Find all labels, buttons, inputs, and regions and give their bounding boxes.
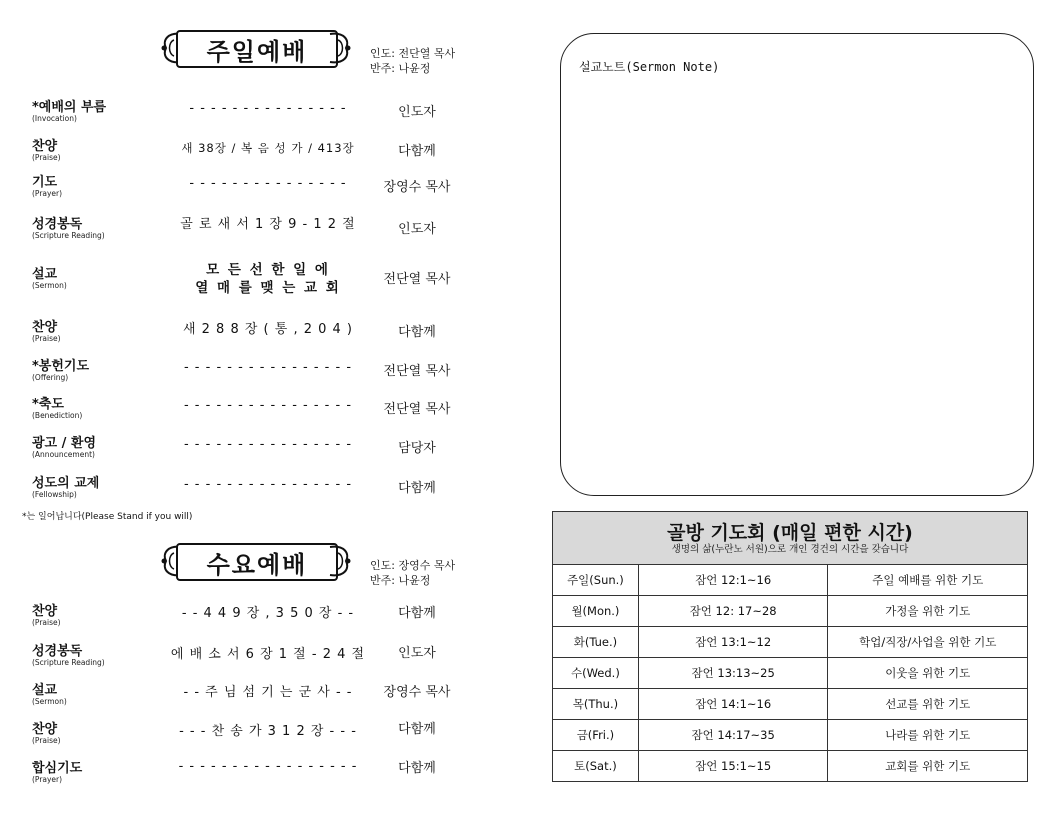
item-subtitle: (Praise) xyxy=(32,334,61,343)
item-title: 설교 xyxy=(32,683,58,698)
item-person: 전단열 목사 xyxy=(383,364,451,379)
item-detail: - - - - - - - - - - - - - - - xyxy=(189,176,347,191)
day-cell: 화(Tue.) xyxy=(553,627,639,658)
sunday-service-banner xyxy=(158,26,354,70)
table-row xyxy=(553,751,1028,782)
item-subtitle: (Praise) xyxy=(32,736,61,745)
list-item xyxy=(32,679,472,713)
item-subtitle: (Prayer) xyxy=(32,189,63,198)
table-row xyxy=(553,658,1028,689)
item-detail: - - - - - - - - - - - - - - - - xyxy=(183,360,353,375)
item-title: *봉헌기도 xyxy=(32,359,90,374)
table-row xyxy=(553,720,1028,751)
item-person: 다함께 xyxy=(398,481,436,496)
passage-cell: 잠언 12: 17~28 xyxy=(638,596,828,627)
table-row xyxy=(553,596,1028,627)
sermon-title-line1: 모 든 선 한 일 에 xyxy=(206,262,330,278)
day-cell: 수(Wed.) xyxy=(553,658,639,689)
list-item xyxy=(32,393,472,427)
item-detail: - - - - - - - - - - - - - - - - xyxy=(183,437,353,452)
item-person: 전단열 목사 xyxy=(383,272,451,287)
sermon-note-box[interactable] xyxy=(560,33,1034,496)
topic-cell: 학업/직장/사업을 위한 기도 xyxy=(828,627,1028,658)
table-row xyxy=(553,689,1028,720)
item-detail: 에 배 소 서 6 장 1 절 - 2 4 절 xyxy=(170,647,366,662)
item-subtitle: (Scripture Reading) xyxy=(32,231,105,240)
wednesday-service-banner xyxy=(158,539,354,583)
day-cell: 목(Thu.) xyxy=(553,689,639,720)
list-item xyxy=(32,432,472,466)
item-detail: - - 4 4 9 장 , 3 5 0 장 - - xyxy=(181,606,355,621)
table-row xyxy=(553,627,1028,658)
item-subtitle: (Fellowship) xyxy=(32,490,77,499)
wednesday-accompanist: 반주: 나윤정 xyxy=(370,574,431,587)
item-person: 담당자 xyxy=(398,441,436,456)
item-title: 성도의 교제 xyxy=(32,476,100,491)
item-title: 설교 xyxy=(32,267,58,282)
ornament-right-icon xyxy=(328,541,354,581)
day-cell: 금(Fri.) xyxy=(553,720,639,751)
topic-cell: 주일 예배를 위한 기도 xyxy=(828,565,1028,596)
passage-cell: 잠언 12:1~16 xyxy=(638,565,828,596)
topic-cell: 나라를 위한 기도 xyxy=(828,720,1028,751)
topic-cell: 가정을 위한 기도 xyxy=(828,596,1028,627)
topic-cell: 선교를 위한 기도 xyxy=(828,689,1028,720)
item-subtitle: (Sermon) xyxy=(32,697,67,706)
wednesday-leader: 인도: 장영수 목사 xyxy=(370,559,456,572)
prayer-meeting-title: 골방 기도회 (매일 편한 시간) xyxy=(667,522,913,544)
sermon-note-label: 설교노트(Sermon Note) xyxy=(579,60,720,74)
day-cell: 월(Mon.) xyxy=(553,596,639,627)
ornament-right-icon xyxy=(328,28,354,68)
list-item xyxy=(32,96,472,130)
item-title: *예배의 부름 xyxy=(32,100,107,115)
item-subtitle: (Invocation) xyxy=(32,114,77,123)
item-detail: - - - - - - - - - - - - - - - - xyxy=(183,477,353,492)
item-title: 찬양 xyxy=(32,604,58,619)
table-row xyxy=(553,565,1028,596)
item-detail: - - - - - - - - - - - - - - - - - xyxy=(178,759,358,774)
passage-cell: 잠언 14:17~35 xyxy=(638,720,828,751)
list-item xyxy=(32,316,472,350)
sunday-leader: 인도: 전단열 목사 xyxy=(370,47,456,60)
item-person: 전단열 목사 xyxy=(383,402,451,417)
item-detail: - - - - - - - - - - - - - - - - xyxy=(183,398,353,413)
item-title: 성경봉독 xyxy=(32,217,83,232)
item-title: 찬양 xyxy=(32,722,58,737)
prayer-meeting-subtitle: 생명의 삶(누란노 서원)으로 개인 경건의 시간을 갖습니다 xyxy=(671,544,909,555)
item-detail: - - - - - - - - - - - - - - - xyxy=(189,101,347,116)
item-detail: 골 로 새 서 1 장 9 - 1 2 절 xyxy=(180,217,356,232)
item-title: 찬양 xyxy=(32,139,58,154)
list-item xyxy=(32,600,472,634)
list-item xyxy=(32,263,472,297)
item-subtitle: (Benediction) xyxy=(32,411,83,420)
item-person: 장영수 목사 xyxy=(383,180,451,195)
item-subtitle: (Sermon) xyxy=(32,281,67,290)
item-detail: - - - 찬 송 가 3 1 2 장 - - - xyxy=(179,724,357,739)
day-cell: 토(Sat.) xyxy=(553,751,639,782)
table-header-row xyxy=(553,512,1028,565)
item-subtitle: (Offering) xyxy=(32,373,69,382)
passage-cell: 잠언 15:1~15 xyxy=(638,751,828,782)
item-detail: 새 38장 / 복 음 성 가 / 413장 xyxy=(181,141,355,155)
list-item xyxy=(32,757,472,791)
item-person: 인도자 xyxy=(398,105,436,120)
item-title: 합심기도 xyxy=(32,761,83,776)
item-person: 다함께 xyxy=(398,325,436,340)
item-detail: - - 주 님 섬 기 는 군 사 - - xyxy=(183,685,353,700)
list-item xyxy=(32,135,472,169)
item-title: 찬양 xyxy=(32,320,58,335)
topic-cell: 교회를 위한 기도 xyxy=(828,751,1028,782)
list-item xyxy=(32,640,472,674)
item-person: 인도자 xyxy=(398,222,436,237)
item-subtitle: (Praise) xyxy=(32,618,61,627)
item-subtitle: (Prayer) xyxy=(32,775,63,784)
item-person: 장영수 목사 xyxy=(383,685,451,700)
item-title: 기도 xyxy=(32,175,58,190)
item-title: 광고 / 환영 xyxy=(32,436,97,451)
list-item xyxy=(32,213,472,247)
wednesday-service-title: 수요예배 xyxy=(176,543,338,581)
item-person: 다함께 xyxy=(398,722,436,737)
sunday-service-title: 주일예배 xyxy=(176,30,338,68)
item-subtitle: (Announcement) xyxy=(32,450,95,459)
item-subtitle: (Praise) xyxy=(32,153,61,162)
list-item xyxy=(32,472,472,506)
item-person: 다함께 xyxy=(398,761,436,776)
item-person: 다함께 xyxy=(398,606,436,621)
passage-cell: 잠언 13:1~12 xyxy=(638,627,828,658)
list-item xyxy=(32,718,472,752)
passage-cell: 잠언 13:13~25 xyxy=(638,658,828,689)
item-title: 성경봉독 xyxy=(32,644,83,659)
sermon-title-line2: 열 매 를 맺 는 교 회 xyxy=(195,280,341,296)
item-subtitle: (Scripture Reading) xyxy=(32,658,105,667)
item-title: *축도 xyxy=(32,397,64,412)
list-item xyxy=(32,355,472,389)
item-person: 인도자 xyxy=(398,646,436,661)
passage-cell: 잠언 14:1~16 xyxy=(638,689,828,720)
prayer-meeting-table xyxy=(552,511,1028,782)
topic-cell: 이웃을 위한 기도 xyxy=(828,658,1028,689)
item-detail: 새 2 8 8 장 ( 통 , 2 0 4 ) xyxy=(182,322,354,337)
stand-footnote: *는 일어납니다(Please Stand if you will) xyxy=(22,512,193,522)
table-header xyxy=(553,512,1028,565)
list-item xyxy=(32,171,472,205)
day-cell: 주일(Sun.) xyxy=(553,565,639,596)
sunday-accompanist: 반주: 나윤정 xyxy=(370,62,431,75)
item-person: 다함께 xyxy=(398,144,436,159)
